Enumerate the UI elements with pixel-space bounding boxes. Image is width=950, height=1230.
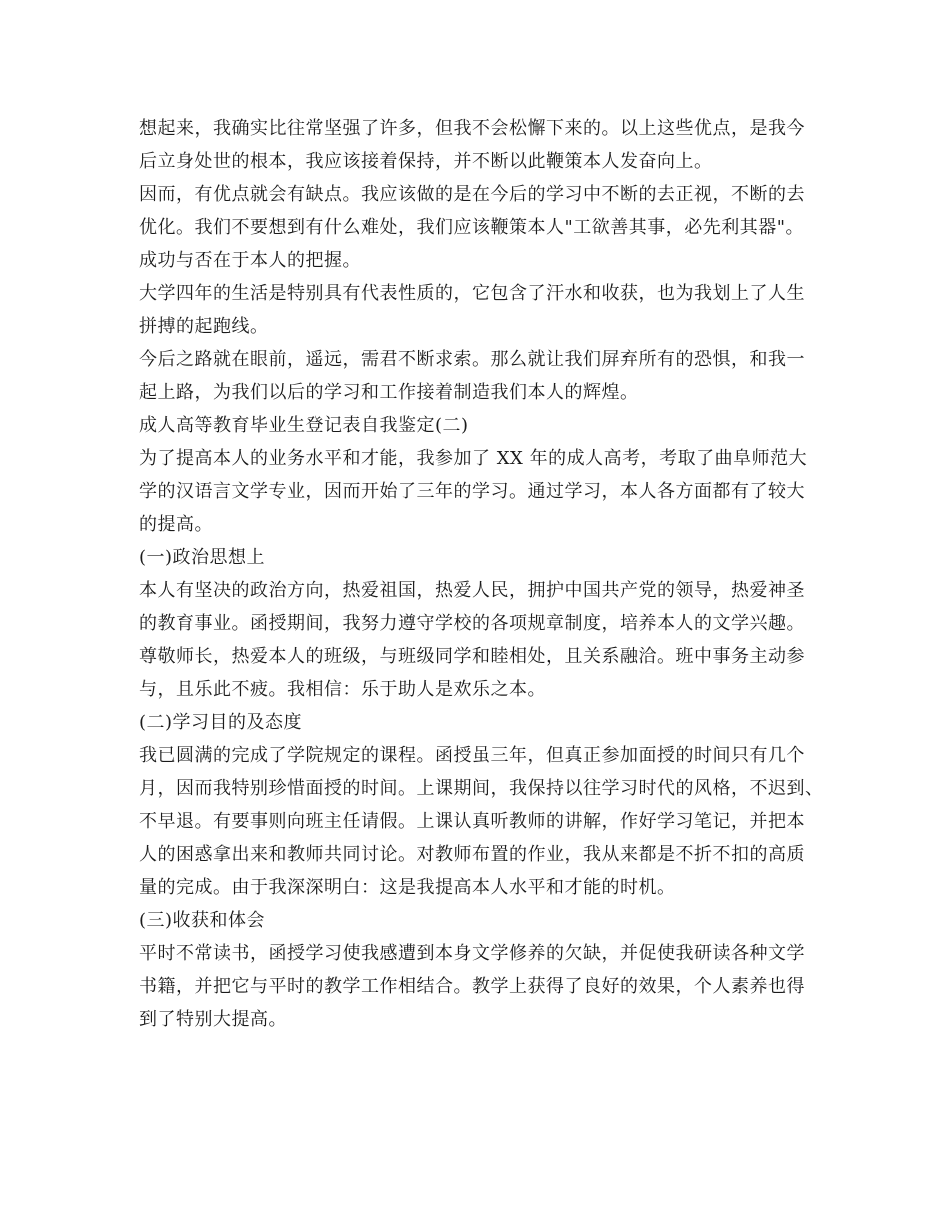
text-line: 人的困惑拿出来和教师共同讨论。对教师布置的作业，我从来都是不折不扣的高质 [139,844,805,865]
text-line: 我已圆满的完成了学院规定的课程。函授虽三年，但真正参加面授的时间只有几个 [139,745,805,766]
text-line: 平时不常读书，函授学习使我感遭到本身文学修养的欠缺，并促使我研读各种文学 [139,943,805,964]
text-line: 月，因而我特别珍惜面授的时间。上课期间，我保持以往学习时代的风格，不迟到、 [139,778,824,799]
text-line: 量的完成。由于我深深明白：这是我提高本人水平和才能的时机。 [139,877,676,898]
text-line: 尊敬师长，热爱本人的班级，与班级同学和睦相处，且关系融洽。班中事务主动参 [139,646,805,667]
paragraph [139,574,819,706]
text-line: 学的汉语言文学专业，因而开始了三年的学习。通过学习，本人各方面都有了较大 [139,481,805,502]
text-line: 成人高等教育毕业生登记表自我鉴定(二) [139,415,469,436]
paragraph [139,442,819,541]
text-line: 想起来，我确实比往常坚强了许多，但我不会松懈下来的。以上这些优点，是我今 [139,118,805,139]
paragraph [139,343,819,409]
text-line: 大学四年的生活是特别具有代表性质的，它包含了汗水和收获，也为我划上了人生 [139,283,805,304]
paragraph [139,277,819,343]
text-line: 后立身处世的根本，我应该接着保持，并不断以此鞭策本人发奋向上。 [139,151,713,172]
text-line: 的教育事业。函授期间，我努力遵守学校的各项规章制度，培养本人的文学兴趣。 [139,613,805,634]
paragraph [139,178,819,277]
paragraph [139,112,819,178]
text-line: 成功与否在于本人的把握。 [139,250,361,271]
document-body [139,112,824,1036]
text-line: 起上路，为我们以后的学习和工作接着制造我们本人的辉煌。 [139,382,639,403]
paragraph [139,706,819,739]
text-line: (一)政治思想上 [139,547,266,568]
text-line: 本人有坚决的政治方向，热爱祖国，热爱人民，拥护中国共产党的领导，热爱神圣 [139,580,805,601]
paragraph [139,904,819,937]
text-line: 拼搏的起跑线。 [139,316,269,337]
paragraph [139,541,819,574]
text-line: 优化。我们不要想到有什么难处，我们应该鞭策本人"工欲善其事，必先利其器"。 [139,217,805,238]
paragraph [139,409,819,442]
paragraph [139,739,824,904]
text-line: (三)收获和体会 [139,910,266,931]
text-line: 因而，有优点就会有缺点。我应该做的是在今后的学习中不断的去正视，不断的去 [139,184,805,205]
text-line: 今后之路就在眼前，遥远，需君不断求索。那么就让我们屏弃所有的恐惧，和我一 [139,349,805,370]
text-line: 不早退。有要事则向班主任请假。上课认真听教师的讲解，作好学习笔记，并把本 [139,811,805,832]
paragraph [139,937,819,1036]
text-line: 的提高。 [139,514,213,535]
text-line: 到了特别大提高。 [139,1009,287,1030]
text-line: 为了提高本人的业务水平和才能，我参加了 XX 年的成人高考，考取了曲阜师范大 [139,448,808,469]
text-line: 书籍，并把它与平时的教学工作相结合。教学上获得了良好的效果，个人素养也得 [139,976,805,997]
text-line: (二)学习目的及态度 [139,712,303,733]
text-line: 与，且乐此不疲。我相信：乐于助人是欢乐之本。 [139,679,546,700]
